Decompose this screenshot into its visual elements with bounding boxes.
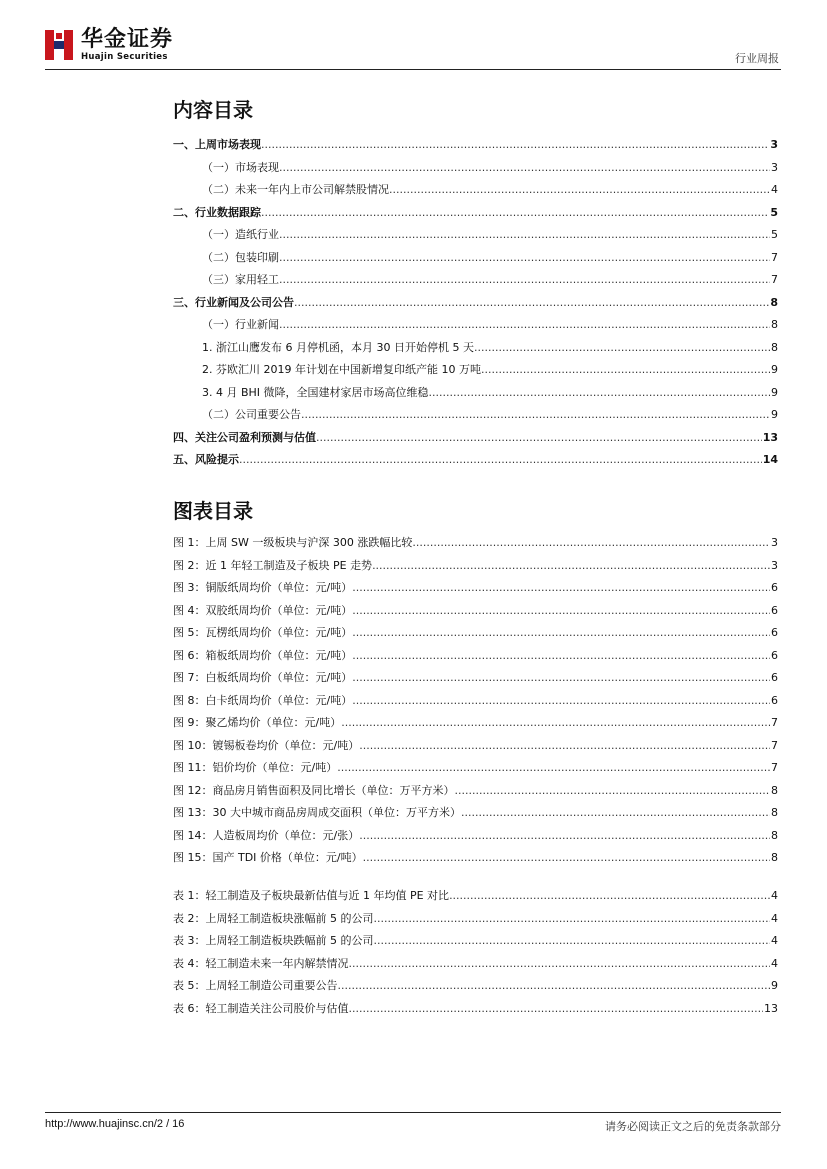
toc-entry-text: 表 1：轻工制造及子板块最新估值与近 1 年均值 PE 对比 — [173, 889, 450, 902]
toc-entry-text: （一）行业新闻 — [202, 318, 279, 331]
report-type-label: 行业周报 — [735, 52, 779, 65]
toc-page-number: 3 — [770, 138, 778, 151]
contents-entry[interactable] — [173, 157, 778, 180]
toc-page-number: 7 — [771, 273, 778, 286]
contents-entry[interactable] — [173, 449, 778, 472]
toc-entry-text: 表 6：轻工制造关注公司股价与估值 — [173, 1001, 349, 1015]
toc-entry-text: 三、行业新闻及公司公告 — [173, 295, 294, 309]
toc-page-number: 6 — [771, 648, 778, 662]
toc-entry-text: （一）造纸行业 — [202, 228, 279, 241]
dot-leader — [455, 780, 771, 803]
figure-entry[interactable] — [173, 667, 778, 690]
figure-entry[interactable] — [173, 802, 778, 825]
contents-entry[interactable] — [173, 337, 778, 360]
figure-entry[interactable] — [173, 600, 778, 623]
toc-page-number: 4 — [771, 183, 778, 196]
toc-entry-text: （二）未来一年内上市公司解禁股情况 — [202, 183, 389, 196]
toc-entry-text: 图 1：上周 SW 一级板块与沪深 300 涨跌幅比较 — [173, 536, 413, 549]
toc-page-number: 4 — [771, 956, 778, 970]
page-header — [45, 28, 781, 70]
toc-page-number: 7 — [771, 716, 778, 729]
toc-entry-text: 图 15：国产 TDI 价格（单位：元/吨） — [173, 851, 363, 864]
toc-entry-text: 图 12：商品房月销售面积及同比增长（单位：万平方米） — [173, 783, 455, 797]
contents-entry[interactable] — [173, 179, 778, 202]
toc-entry-text: 图 9：聚乙烯均价（单位：元/吨） — [173, 716, 342, 729]
table-entry[interactable] — [173, 908, 778, 931]
dot-leader — [337, 757, 770, 780]
figure-entry[interactable] — [173, 532, 778, 555]
toc-entry-text: 图 2：近 1 年轻工制造及子板块 PE 走势 — [173, 558, 373, 572]
figure-entry[interactable] — [173, 577, 778, 600]
toc-page-number: 7 — [771, 738, 778, 752]
contents-entry[interactable] — [173, 247, 778, 270]
toc-page-number: 8 — [770, 295, 778, 309]
contents-entry[interactable] — [173, 382, 778, 405]
footer-divider — [45, 1112, 781, 1113]
toc-page-number: 8 — [771, 828, 778, 842]
dot-leader — [279, 269, 770, 292]
toc-entry-text: 图 11：铝价均价（单位：元/吨） — [173, 761, 338, 774]
toc-entry-text: 2. 芬欧汇川 2019 年计划在中国新增复印纸产能 10 万吨 — [202, 363, 481, 376]
logo-mark-icon — [45, 30, 73, 60]
dot-leader — [279, 314, 770, 337]
contents-title: 内容目录 — [173, 98, 253, 122]
contents-entry[interactable] — [173, 427, 778, 450]
toc-entry-text: 图 13：30 大中城市商品房周成交面积（单位：万平方米） — [173, 806, 461, 819]
dot-leader — [279, 224, 770, 247]
contents-entry[interactable] — [173, 202, 778, 225]
dot-leader — [301, 404, 770, 427]
toc-page-number: 5 — [770, 205, 778, 219]
header-divider — [45, 69, 781, 70]
contents-entry[interactable] — [173, 269, 778, 292]
table-entry[interactable] — [173, 885, 778, 908]
dot-leader — [294, 292, 769, 315]
dot-leader — [363, 847, 770, 870]
dot-leader — [374, 930, 771, 953]
toc-page-number: 6 — [771, 671, 778, 684]
dot-leader — [474, 337, 770, 360]
toc-entry-text: （一）市场表现 — [202, 160, 279, 174]
toc-page-number: 6 — [771, 603, 778, 617]
toc-page-number: 9 — [771, 979, 778, 992]
figure-entry[interactable] — [173, 622, 778, 645]
dot-leader — [359, 735, 770, 758]
dot-leader — [481, 359, 770, 382]
toc-page-number: 7 — [771, 761, 778, 774]
toc-entry-text: 图 8：白卡纸周均价（单位：元/吨） — [173, 693, 353, 707]
dot-leader — [461, 802, 770, 825]
toc-entry-text: 图 14：人造板周均价（单位：元/张） — [173, 828, 360, 842]
toc-page-number: 13 — [762, 430, 778, 444]
contents-entry[interactable] — [173, 292, 778, 315]
toc-entry-text: 五、风险提示 — [173, 453, 239, 466]
figure-entry[interactable] — [173, 735, 778, 758]
toc-page-number: 4 — [771, 934, 778, 947]
figure-entry[interactable] — [173, 780, 778, 803]
logo-english-name: Huajin Securities — [81, 52, 168, 62]
toc-page-number: 14 — [762, 453, 778, 466]
dot-leader — [352, 645, 770, 668]
toc-page-number: 8 — [771, 783, 778, 797]
toc-page-number: 8 — [771, 340, 778, 354]
toc-entry-text: （二）包装印刷 — [202, 250, 279, 264]
toc-page-number: 9 — [771, 408, 778, 421]
dot-leader — [352, 622, 770, 645]
footer-url[interactable]: http://www.huajinsc.cn/ — [45, 1118, 157, 1130]
toc-page-number: 4 — [771, 911, 778, 925]
figure-entry[interactable] — [173, 847, 778, 870]
toc-page-number: 8 — [771, 851, 778, 864]
dot-leader — [352, 577, 770, 600]
toc-entry-text: 表 4：轻工制造未来一年内解禁情况 — [173, 956, 349, 970]
toc-page-number: 3 — [771, 536, 778, 549]
table-entry[interactable] — [173, 930, 778, 953]
dot-leader — [261, 134, 769, 157]
dot-leader — [429, 382, 770, 405]
toc-entry-text: 一、上周市场表现 — [173, 138, 261, 151]
figure-entry[interactable] — [173, 825, 778, 848]
dot-leader — [352, 690, 770, 713]
toc-entry-text: （三）家用轻工 — [202, 273, 279, 286]
contents-entry[interactable] — [173, 359, 778, 382]
toc-entry-text: 图 7：白板纸周均价（单位：元/吨） — [173, 671, 353, 684]
dot-leader — [316, 427, 762, 450]
contents-entry[interactable] — [173, 224, 778, 247]
toc-entry-text: 图 3：铜版纸周均价（单位：元/吨） — [173, 581, 353, 594]
dot-leader — [372, 555, 770, 578]
logo-chinese-name: 华金证券 — [81, 27, 174, 52]
toc-entry-text: 3. 4 月 BHI 微降，全国建材家居市场高位维稳 — [202, 385, 429, 399]
dot-leader — [359, 825, 770, 848]
dot-leader — [239, 449, 762, 472]
toc-page-number: 9 — [771, 385, 778, 399]
dot-leader — [349, 998, 764, 1021]
figure-entry[interactable] — [173, 712, 778, 735]
toc-entry-text: 图 10：镀锡板卷均价（单位：元/吨） — [173, 738, 360, 752]
toc-page-number: 3 — [771, 558, 778, 572]
toc-entry-text: 图 6：箱板纸周均价（单位：元/吨） — [173, 648, 353, 662]
footer-disclaimer: 请务必阅读正文之后的免责条款部分 — [605, 1120, 781, 1133]
toc-page-number: 7 — [771, 250, 778, 264]
contents-list — [173, 134, 778, 472]
dot-leader — [389, 179, 770, 202]
dot-leader — [412, 532, 770, 555]
toc-entry-text: （二）公司重要公告 — [202, 408, 301, 421]
figures-list — [173, 532, 778, 870]
toc-page-number: 8 — [771, 806, 778, 819]
footer-url-page — [45, 1118, 184, 1130]
dot-leader — [341, 712, 770, 735]
toc-entry-text: 四、关注公司盈利预测与估值 — [173, 430, 316, 444]
table-entry[interactable] — [173, 998, 778, 1021]
toc-entry-text: 图 4：双胶纸周均价（单位：元/吨） — [173, 603, 353, 617]
figures-title: 图表目录 — [173, 499, 253, 523]
toc-page-number: 6 — [771, 693, 778, 707]
dot-leader — [279, 157, 770, 180]
dot-leader — [449, 885, 770, 908]
toc-page-number: 5 — [771, 228, 778, 241]
toc-page-number: 6 — [771, 581, 778, 594]
table-entry[interactable] — [173, 975, 778, 998]
toc-page-number: 13 — [764, 1001, 778, 1015]
footer-page-number: 2 / 16 — [156, 1118, 185, 1130]
toc-entry-text: 图 5：瓦楞纸周均价（单位：元/吨） — [173, 626, 353, 639]
toc-entry-text: 1. 浙江山鹰发布 6 月停机函，本月 30 日开始停机 5 天 — [202, 340, 474, 354]
toc-entry-text: 表 5：上周轻工制造公司重要公告 — [173, 979, 338, 992]
dot-leader — [261, 202, 769, 225]
dot-leader — [352, 600, 770, 623]
toc-entry-text: 二、行业数据跟踪 — [173, 205, 261, 219]
dot-leader — [352, 667, 770, 690]
figure-entry[interactable] — [173, 690, 778, 713]
toc-page-number: 4 — [771, 889, 778, 902]
figure-entry[interactable] — [173, 645, 778, 668]
toc-page-number: 6 — [771, 626, 778, 639]
dot-leader — [374, 908, 771, 931]
toc-entry-text: 表 3：上周轻工制造板块跌幅前 5 的公司 — [173, 934, 374, 947]
toc-page-number: 8 — [771, 318, 778, 331]
company-logo — [45, 28, 173, 62]
toc-page-number: 3 — [771, 160, 778, 174]
contents-entry[interactable] — [173, 134, 778, 157]
dot-leader — [338, 975, 771, 998]
contents-entry[interactable] — [173, 404, 778, 427]
figure-entry[interactable] — [173, 555, 778, 578]
tables-list — [173, 885, 778, 1020]
table-entry[interactable] — [173, 953, 778, 976]
figure-entry[interactable] — [173, 757, 778, 780]
dot-leader — [279, 247, 770, 270]
toc-entry-text: 表 2：上周轻工制造板块涨幅前 5 的公司 — [173, 911, 374, 925]
contents-entry[interactable] — [173, 314, 778, 337]
toc-page-number: 9 — [771, 363, 778, 376]
dot-leader — [349, 953, 771, 976]
